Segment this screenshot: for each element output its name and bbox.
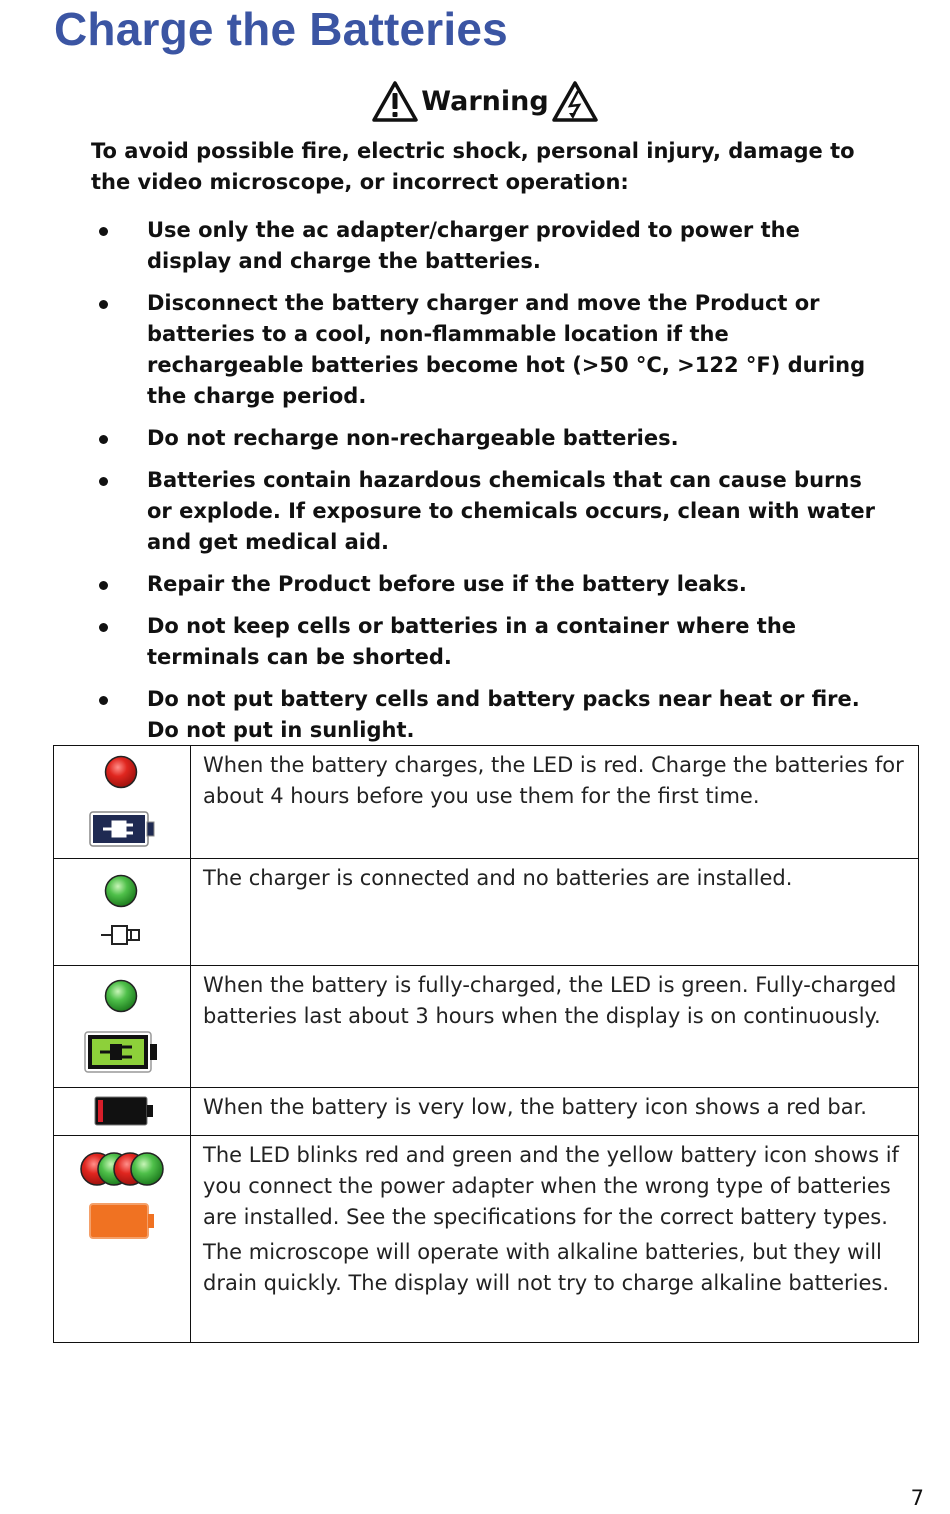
status-description: [191, 1136, 919, 1343]
status-text: When the battery is fully-charged, the LED is green. Fully-charged batteries last about 3 hours when the display is on continuously.: [203, 973, 897, 1028]
status-text: The LED blinks red and green and the yellow battery icon shows if you connect the power adapter when the wrong type of batteries are installed. See the specifications for the correct battery types.: [203, 1143, 899, 1229]
bullet-icon: [99, 581, 108, 590]
warning-header: [0, 78, 950, 124]
bullet-icon: [99, 696, 108, 705]
warning-item: [0, 465, 887, 558]
warning-item-text: Do not keep cells or batteries in a container where the terminals can be shorted.: [147, 614, 797, 669]
status-text: When the battery is very low, the battery icon shows a red bar.: [203, 1095, 867, 1119]
warning-item-text: Do not recharge non-rechargeable batteries.: [147, 426, 679, 450]
bullet-icon: [99, 300, 108, 309]
battery-low-icon: [94, 1096, 154, 1126]
icon-cell: [54, 1088, 191, 1136]
warning-item: [0, 423, 887, 454]
warning-intro: To avoid possible fire, electric shock, personal injury, damage to the video microscope, or incorrect operation:: [91, 139, 855, 194]
green-led-icon: [104, 979, 138, 1013]
charger-connected-icon: [99, 921, 145, 949]
battery-wrong-type-icon: [89, 1202, 155, 1240]
blinking-led-icon: [79, 1150, 165, 1188]
warning-item-text: Repair the Product before use if the battery leaks.: [147, 572, 747, 596]
warning-item: [0, 684, 887, 746]
bullet-icon: [99, 623, 108, 632]
status-text: The charger is connected and no batteries are installed.: [203, 866, 793, 890]
status-description: [191, 859, 919, 966]
icon-cell: [54, 1136, 191, 1343]
warning-item: [0, 288, 887, 412]
warning-item: [0, 215, 887, 277]
table-row: [54, 1136, 919, 1343]
icon-cell: [54, 859, 191, 966]
warning-list: [0, 215, 950, 757]
warning-item-text: Do not put battery cells and battery packs near heat or fire. Do not put in sunlight.: [147, 687, 860, 742]
status-description: [191, 1088, 919, 1136]
icon-cell: [54, 746, 191, 859]
status-text: The microscope will operate with alkaline batteries, but they will drain quickly. The display will not try to charge alkaline batteries.: [203, 1240, 890, 1295]
table-row: [54, 1088, 919, 1136]
page-number: 7: [910, 1486, 924, 1510]
warning-label: Warning: [421, 85, 549, 117]
warning-item: [0, 569, 887, 600]
green-led-icon: [104, 874, 138, 908]
icon-cell: [54, 966, 191, 1088]
status-text: When the battery charges, the LED is red. Charge the batteries for about 4 hours before you use them for the first time.: [203, 753, 904, 808]
table-row: [54, 966, 919, 1088]
warning-item: [0, 611, 887, 673]
bullet-icon: [99, 227, 108, 236]
warning-item-text: Disconnect the battery charger and move the Product or batteries to a cool, non-flammable location if the rechargeable batteries become hot (>50 °C, >122 °F) during the charge period.: [147, 291, 866, 408]
page-title: Charge the Batteries: [54, 3, 508, 55]
status-description: [191, 746, 919, 859]
warning-triangle-icon: [372, 80, 418, 122]
battery-full-icon: [84, 1031, 158, 1073]
electric-shock-warning-icon: [552, 80, 598, 122]
status-description: [191, 966, 919, 1088]
bullet-icon: [99, 435, 108, 444]
warning-item-text: Batteries contain hazardous chemicals that can cause burns or explode. If exposure to chemicals occurs, clean with water and get medical aid.: [147, 468, 875, 554]
bullet-icon: [99, 477, 108, 486]
battery-status-table: [53, 745, 919, 1343]
red-led-icon: [104, 755, 138, 789]
warning-item-text: Use only the ac adapter/charger provided to power the display and charge the batteries.: [147, 218, 800, 273]
table-row: [54, 859, 919, 966]
charging-battery-icon: [89, 811, 155, 847]
table-row: [54, 746, 919, 859]
